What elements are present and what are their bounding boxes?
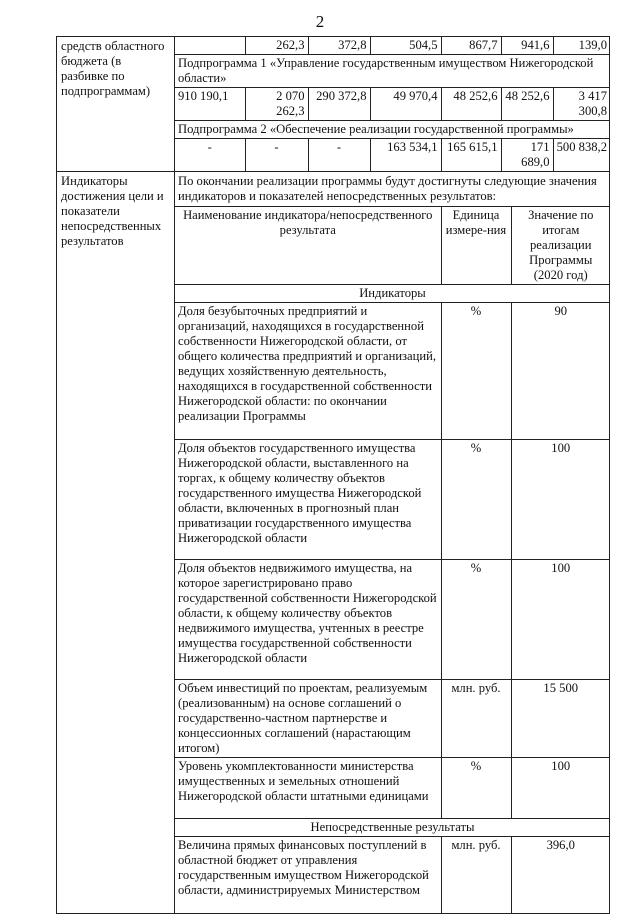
indicators-intro: По окончании реализации программы будут достигнуты следующие значения индикаторов и показателей непосредственных результатов: <box>178 174 597 203</box>
funding-label: средств областного бюджета (в разбивке по подпрограммам) <box>57 37 175 172</box>
indicator-value: 100 <box>511 560 610 680</box>
indicator-unit: % <box>441 303 511 440</box>
indicators-table <box>175 206 610 913</box>
funding-cell: 504,5 <box>370 37 441 55</box>
indicator-unit: % <box>441 758 511 819</box>
funding-cell: 500 838,2 <box>553 139 610 172</box>
indicator-value: 15 500 <box>511 680 610 758</box>
funding-cell: 941,6 <box>501 37 553 55</box>
funding-cell: 290 372,8 <box>308 88 370 121</box>
funding-cell: 910 190,1 <box>175 88 245 121</box>
col-header-value: Значение по итогам реализации Программы (2020 год) <box>511 207 610 285</box>
funding-cell <box>175 37 245 55</box>
funding-cell: 139,0 <box>553 37 610 55</box>
subprogram-2-title: Подпрограмма 2 «Обеспечение реализации государственной программы» <box>175 121 610 139</box>
funding-cell: 49 970,4 <box>370 88 441 121</box>
indicator-name: Объем инвестиций по проектам, реализуемым (реализованным) на основе соглашений о государственно-частном партнерстве и концессионных соглашений (нарастающим итогом) <box>175 680 441 758</box>
funding-cell: 3 417 300,8 <box>553 88 610 121</box>
funding-cell: 372,8 <box>308 37 370 55</box>
funding-cell: - <box>245 139 308 172</box>
section-indicators: Индикаторы <box>175 285 610 303</box>
funding-cell: 171 689,0 <box>501 139 553 172</box>
indicator-name: Доля безубыточных предприятий и организаций, находящихся в государственной собственности Нижегородской области, от общего количества предприятий и организаций, ведущих хозяйственную деятельность, находящихся в государственной собственности Нижегородской области: по окончании реализации Программы <box>175 303 441 440</box>
funding-cell: 2 070 262,3 <box>245 88 308 121</box>
funding-cell: 262,3 <box>245 37 308 55</box>
funding-cell: - <box>308 139 370 172</box>
section-results: Непосредственные результаты <box>175 819 610 837</box>
col-header-unit: Единица измере-ния <box>441 207 511 285</box>
indicator-name: Доля объектов недвижимого имущества, на которое зарегистрировано право государственной собственности Нижегородской области, к общему количеству объектов недвижимого имущества, учтенных в реестре имущества государственной собственности Нижегородской области <box>175 560 441 680</box>
result-value: 396,0 <box>511 837 610 913</box>
funding-cell: 165 615,1 <box>441 139 501 172</box>
indicators-label: Индикаторы достижения цели и показатели непосредственных результатов <box>57 172 175 914</box>
result-unit: млн. руб. <box>441 837 511 913</box>
indicator-unit: % <box>441 440 511 560</box>
funding-cell: - <box>175 139 245 172</box>
subprogram-1-title: Подпрограмма 1 «Управление государственным имуществом Нижегородской области» <box>175 55 610 88</box>
result-name: Величина прямых финансовых поступлений в областной бюджет от управления государственным имуществом Нижегородской области, администрируемых Министерством <box>175 837 441 913</box>
passport-table <box>56 36 610 914</box>
indicator-name: Доля объектов государственного имущества Нижегородской области, выставленного на торгах, к общему количеству объектов государственного имущества Нижегородской области, включенных в прогнозный план приватизации государственного имущества Нижегородской области <box>175 440 441 560</box>
indicator-unit: млн. руб. <box>441 680 511 758</box>
funding-cell: 48 252,6 <box>501 88 553 121</box>
indicator-name: Уровень укомплектованности министерства имущественных и земельных отношений Нижегородской области штатными единицами <box>175 758 441 819</box>
funding-cell: 163 534,1 <box>370 139 441 172</box>
funding-cell: 48 252,6 <box>441 88 501 121</box>
col-header-name: Наименование индикатора/непосредственного результата <box>175 207 441 285</box>
funding-cell: 867,7 <box>441 37 501 55</box>
funding-table <box>175 37 610 171</box>
indicator-value: 100 <box>511 440 610 560</box>
indicator-value: 100 <box>511 758 610 819</box>
indicator-value: 90 <box>511 303 610 440</box>
page-number: 2 <box>315 12 325 31</box>
indicator-unit: % <box>441 560 511 680</box>
